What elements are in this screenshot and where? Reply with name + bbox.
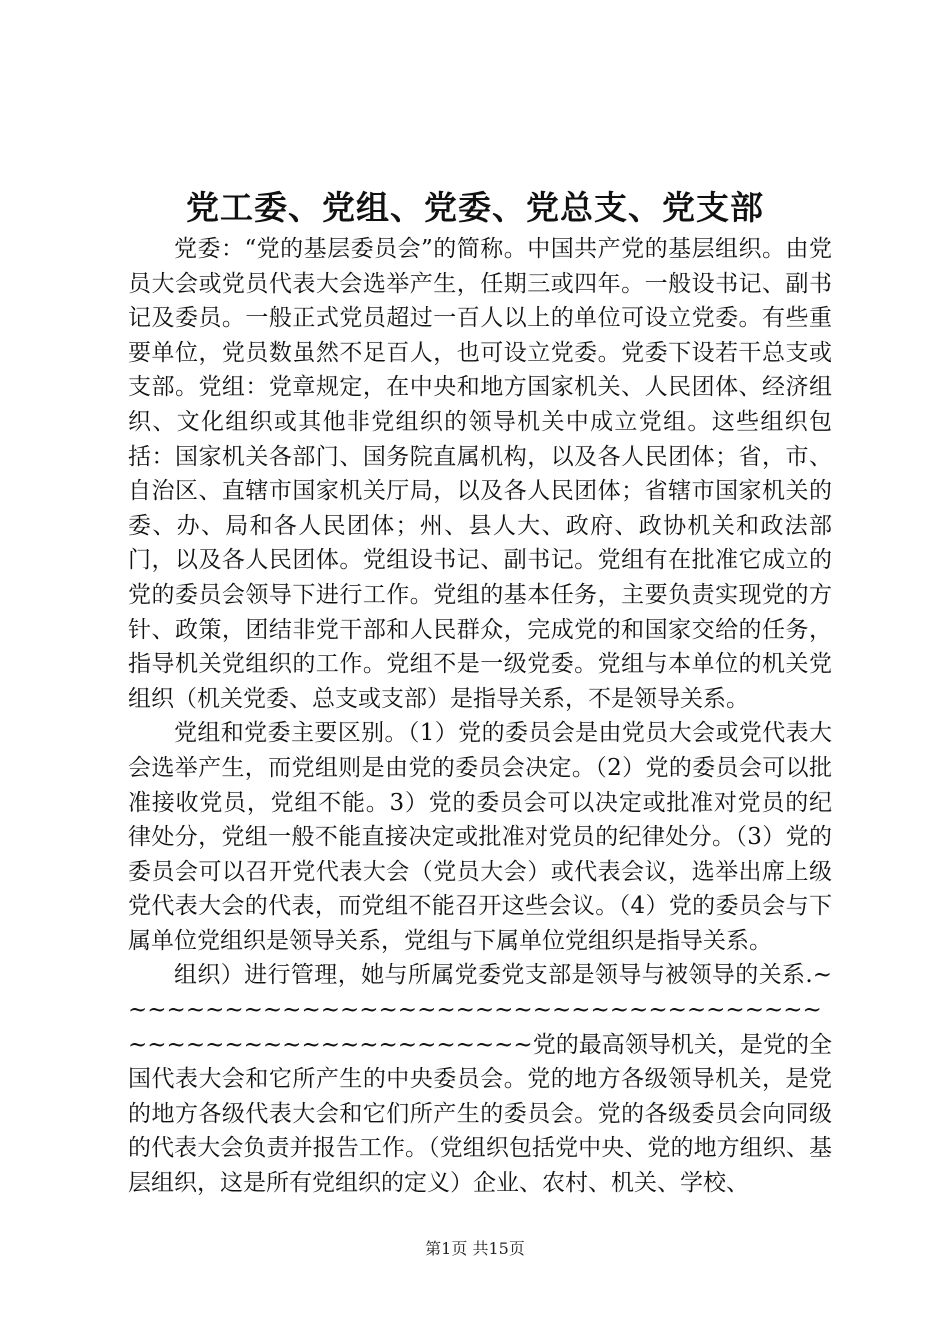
document-title: 党工委、党组、党委、党总支、党支部	[186, 188, 764, 227]
paragraph-differences: 党组和党委主要区别。（1）党的委员会是由党员大会或党代表大会选举产生，而党组则是由党的委员会决定。（2）党的委员会可以批准接收党员，党组不能。3）党的委员会可以决定或批准对党员的纪律处分，党组一般不能直接决定或批准对党员的纪律处分。（3）党的委员会可以召开党代表大会（党员大会）或代表会议，选举出席上级党代表大会的代表，而党组不能召开这些会议。（4）党的委员会与下属单位党组织是领导关系，党组与下属单位党组织是指导关系。	[128, 720, 832, 954]
paragraph-leadership: 组织）进行管理，她与所属党委党支部是领导与被领导的关系.~~~~~~~~~~~~~~~~~~~~~~~~~~~~~~~~~~~~~~~~~~~~~~~~~~~~~~~~~~党的最高领导机关，是党的全国代表大会和它所产生的中央委员会。党的地方各级领导机关，是党的地方各级代表大会和它们所产生的委员会。党的各级委员会向同级的代表大会负责并报告工作。（党组织包括党中央、党的地方组织、基层组织，这是所有党组织的定义）企业、农村、机关、学校、	[128, 962, 832, 1197]
page-number: 1	[441, 1239, 452, 1258]
page-suffix: 页	[451, 1239, 468, 1258]
page-prefix: 第	[425, 1239, 442, 1258]
total-suffix: 页	[508, 1239, 525, 1258]
document-body	[128, 232, 832, 1201]
total-pages: 15	[488, 1239, 509, 1258]
paragraph-party-committee: 党委：“党的基层委员会”的简称。中国共产党的基层组织。由党员大会或党员代表大会选举产生，任期三或四年。一般设书记、副书记及委员。一般正式党员超过一百人以上的单位可设立党委。有些重要单位，党员数虽然不足百人，也可设立党委。党委下设若干总支或支部。党组：党章规定，在中央和地方国家机关、人民团体、经济组织、文化组织或其他非党组织的领导机关中成立党组。这些组织包括：国家机关各部门、国务院直属机构，以及各人民团体；省，市、自治区、直辖市国家机关厅局，以及各人民团体；省辖市国家机关的委、办、局和各人民团体；州、县人大、政府、政协机关和政法部门，以及各人民团体。党组设书记、副书记。党组有在批准它成立的党的委员会领导下进行工作。党组的基本任务，主要负责实现党的方针、政策，团结非党干部和人民群众，完成党的和国家交给的任务，指导机关党组织的工作。党组不是一级党委。党组与本单位的机关党组织（机关党委、总支或支部）是指导关系，不是领导关系。	[128, 236, 832, 712]
page-footer	[0, 1238, 950, 1260]
total-prefix: 共	[472, 1239, 489, 1258]
